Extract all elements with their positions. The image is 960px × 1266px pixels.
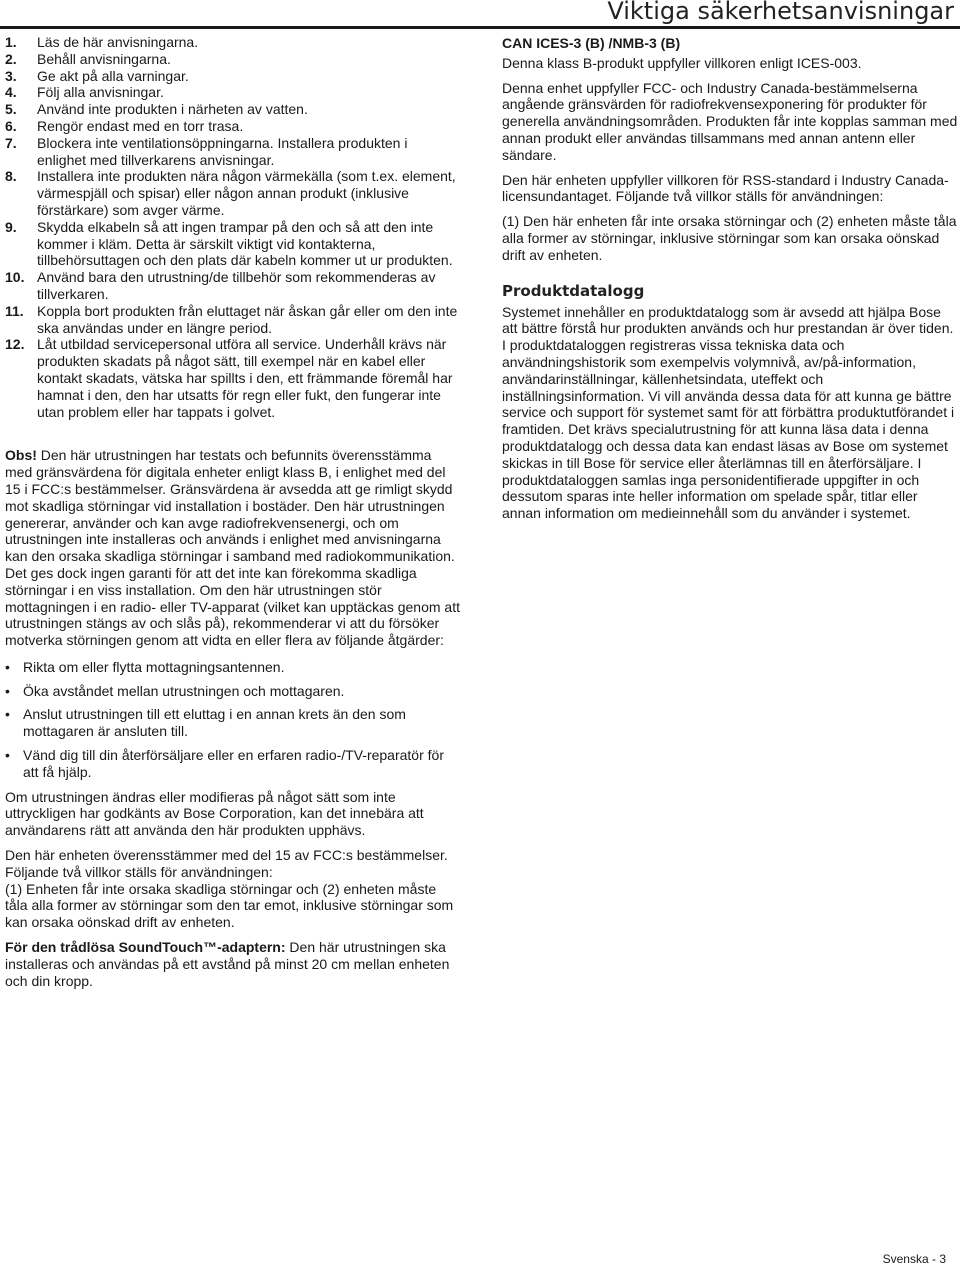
list-item-text: Installera inte produkten nära någon värmekälla (som t.ex. element, värmespjäll och spisar) eller någon annan produkt (inklusive förstärkare) som avger värme.: [37, 168, 456, 218]
list-item: [5, 135, 460, 169]
list-item-number: 3.: [5, 67, 17, 84]
datalog-heading: Produktdatalogg: [502, 281, 645, 300]
list-item-text: Ge akt på alla varningar.: [37, 67, 189, 84]
list-item-text: Läs de här anvisningarna.: [37, 34, 199, 50]
list-item-text: Följ alla anvisningar.: [37, 84, 164, 101]
list-item: [5, 683, 460, 700]
list-item-number: 10.: [5, 269, 25, 286]
list-item-text: Blockera inte ventilationsöppningarna. Installera produkten i enlighet med tillverkarens anvisningar.: [37, 134, 408, 168]
list-item: [5, 747, 460, 781]
list-item: [5, 168, 460, 218]
header-rule: [0, 26, 960, 29]
canada-paragraph-2: Denna enhet uppfyller FCC- och Industry Canada-bestämmelserna angående gränsvärden för radiofrekvensexponering för produkter för generella användningsområden. Produkten får inte kopplas samman med annan produkt eller användas tillsammans med annan antenn eller sändare.: [502, 79, 958, 163]
list-item-text: Låt utbildad servicepersonal utföra all service. Underhåll krävs när produkten skadats på något sätt, till exempel när en kabel eller kontakt skadats, vätska har spillts i den, ett främmande föremål har hamnat i den, den har utsatts för regn eller fukt, den fungerar inte utan problem eller har tappats i golvet.: [37, 336, 453, 420]
list-item-number: 8.: [5, 168, 17, 185]
list-item-number: 5.: [5, 101, 17, 118]
list-item: [5, 101, 460, 118]
part15-paragraph: Den här enheten överensstämmer med del 15 av FCC:s bestämmelser. Följande två villkor ställs för användningen:: [5, 847, 448, 880]
modifications-paragraph: Om utrustningen ändras eller modifieras på något sätt som inte uttryckligen har godkänts av Bose Corporation, kan det innebära att användarens rätt att använda den här produkten upphävs.: [5, 788, 424, 839]
list-item-number: 9.: [5, 218, 17, 235]
list-item: [5, 51, 460, 68]
list-item: [5, 659, 460, 676]
right-column: [502, 35, 960, 522]
list-item-text: Öka avståndet mellan utrustningen och mottagaren.: [23, 682, 345, 699]
page-title: Viktiga säkerhetsanvisningar: [607, 0, 954, 25]
list-item-number: 7.: [5, 134, 17, 151]
list-item-text: Behåll anvisningarna.: [37, 50, 171, 67]
list-item-text: Rikta om eller flytta mottagningsantennen.: [23, 658, 285, 675]
canada-heading: CAN ICES-3 (B) /NMB-3 (B): [502, 35, 681, 51]
list-item-text: Skydda elkabeln så att ingen trampar på den och så att den inte kommer i kläm. Detta är särskilt viktigt vid kontakterna, tillbehörsuttagen och den plats där kabeln kommer ut ur produkten.: [37, 218, 453, 269]
list-item-number: 4.: [5, 84, 17, 101]
safety-instructions-list: [5, 34, 460, 420]
list-item: [5, 84, 460, 101]
list-item: [5, 34, 460, 51]
list-item: [5, 68, 460, 85]
wireless-adapter-paragraph: [5, 939, 460, 989]
wireless-adapter-text: Den här utrustningen ska installeras och användas på ett avstånd på minst 20 cm mellan enheten och din kropp.: [5, 939, 450, 989]
left-column: [5, 34, 460, 989]
bullet-icon: •: [5, 706, 10, 723]
list-item-text: Använd inte produkten i närheten av vatten.: [37, 101, 308, 118]
list-item-number: 6.: [5, 117, 17, 134]
bullet-icon: •: [5, 747, 10, 764]
list-item-number: 12.: [5, 336, 25, 353]
list-item-number: 1.: [5, 34, 17, 50]
fcc-measures-list: [5, 659, 460, 781]
list-item: [5, 219, 460, 269]
page-footer: Svenska - 3: [882, 1252, 946, 1266]
canada-paragraph-1: Denna klass B-produkt uppfyller villkoren enligt ICES-003.: [502, 54, 862, 71]
canada-paragraph-3: Den här enheten uppfyller villkoren för RSS-standard i Industry Canada-licensundantaget. Följande två villkor ställs för användningen:: [502, 171, 949, 205]
list-item: [5, 336, 460, 420]
list-item-text: Vänd dig till din återförsäljare eller en erfaren radio-/TV-reparatör för att få hjälp.: [23, 747, 444, 780]
fcc-notice-text: Den här utrustningen har testats och befunnits överensstämma med gränsvärdena för digitala enheter enligt klass B, i enlighet med del 15 i FCC:s bestämmelser. Gränsvärdena är avsedda att ge rimligt skydd mot skadliga störningar vid installation i bostäder. Den här utrustningen genererar, använder och kan avge radiofrekvensenergi, och om utrustningen inte installeras och används i enlighet med anvisningarna kan den orsaka skadliga störningar i samband med radiokommunikation. Det ges dock ingen garanti för att det inte kan förekomma skadliga störningar i en viss installation. Om den här utrustningen stör mottagningen i en radio- eller TV-apparat (vilket kan upptäckas genom att utrustningen stängs av och slås på), rekommenderar vi att du försöker motverka störningen genom att vidta en eller flera av följande åtgärder:: [5, 447, 460, 649]
list-item-text: Anslut utrustningen till ett eluttag i en annan krets än den som mottagaren är ansluten till.: [23, 706, 406, 740]
list-item: [5, 118, 460, 135]
list-item-number: 2.: [5, 50, 17, 67]
list-item-text: Använd bara den utrustning/de tillbehör som rekommenderas av tillverkaren.: [37, 269, 436, 302]
list-item: [5, 706, 460, 740]
list-item: [5, 269, 460, 303]
part15-conditions: (1) Enheten får inte orsaka skadliga störningar och (2) enheten måste tåla alla former av störningar som den tar emot, inklusive störningar som kan orsaka oönskad drift av enheten.: [5, 880, 454, 931]
bullet-icon: •: [5, 682, 10, 699]
wireless-adapter-lead: För den trådlösa SoundTouch™-adaptern:: [5, 939, 286, 956]
bullet-icon: •: [5, 658, 10, 675]
fcc-notice-lead: Obs!: [5, 447, 37, 464]
datalog-paragraph: Systemet innehåller en produktdatalogg som är avsedd att hjälpa Bose att bättre förstå hur produkten används och hur prestandan är över tiden. I produktdataloggen registreras vissa tekniska data och användningshistorik som exempelvis volymnivå, av/på-information, användarinställningar, källenhetsindata, uteffekt och inställningsinformation. Vi vill använda dessa data för att kunna ge bättre service och support för systemet samt för att förbättra produktutförandet i framtiden. Det krävs specialutrustning för att kunna läsa data i denna produktdatalogg och dessa data kan endast läsas av Bose om systemet skickas in till Bose för service eller återlämnas till en återförsäljare. I produktdataloggen samlas inga personidentifierade uppgifter in och dessutom sparas inte heller information om spelade spår, titlar eller annan information om medieinnehåll som du använder i systemet.: [502, 303, 955, 522]
list-item-number: 11.: [5, 302, 24, 319]
list-item-text: Rengör endast med en torr trasa.: [37, 117, 244, 134]
canada-paragraph-4: (1) Den här enheten får inte orsaka störningar och (2) enheten måste tåla alla former av störningar, inklusive störningar som kan orsaka oönskad drift av enheten.: [502, 213, 957, 263]
fcc-notice: [5, 447, 460, 649]
list-item-text: Koppla bort produkten från eluttaget när åskan går eller om den inte ska användas under en längre period.: [37, 302, 458, 336]
list-item: [5, 303, 460, 337]
